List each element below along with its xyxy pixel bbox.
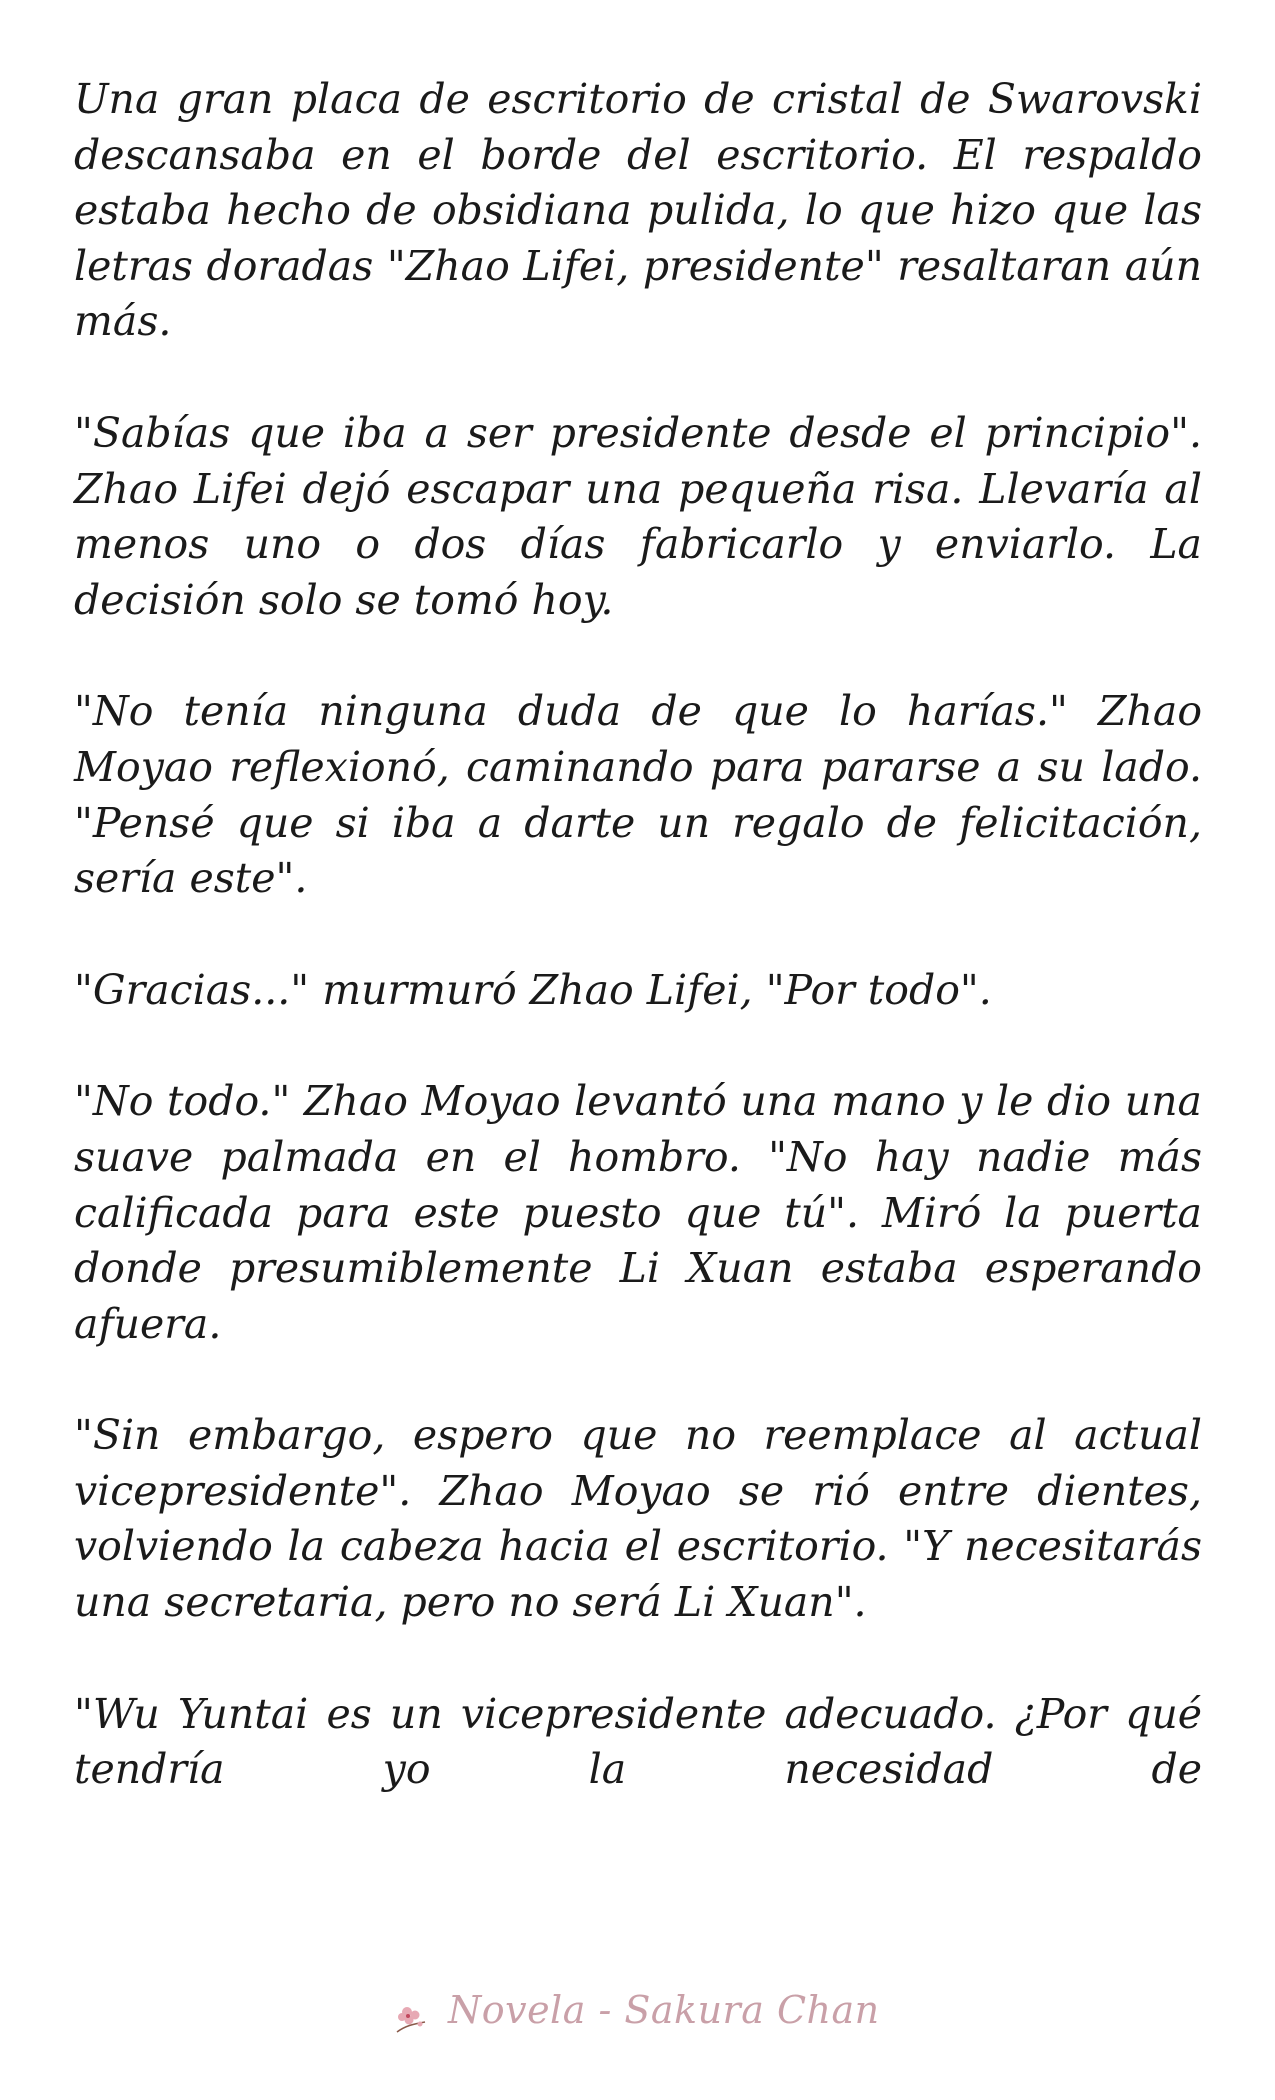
footer-text: Novela - Sakura Chan: [447, 1988, 880, 2032]
paragraph-7: "Wu Yuntai es un vicepresidente adecuado. ¿Por qué tendría yo la necesidad de: [74, 1689, 1202, 1794]
paragraph-1: Una gran placa de escritorio de cristal de Swarovski descansaba en el borde del escritorio. El respaldo estaba hecho de obsidiana pulida, lo que hizo que las letras doradas "Zhao Lifei, presidente" resaltaran aún más.: [74, 75, 1202, 346]
footer-watermark: [0, 1988, 1275, 2032]
document-body: [74, 72, 1202, 1798]
paragraph-5: "No todo." Zhao Moyao levantó una mano y le dio una suave palmada en el hombro. "No hay nadie más calificada para este puesto que tú". Miró la puerta donde presumiblemente Li Xuan estaba esperando afuera.: [74, 1077, 1202, 1348]
paragraph-4: "Gracias..." murmuró Zhao Lifei, "Por todo".: [74, 965, 992, 1014]
paragraph-2: "Sabías que iba a ser presidente desde el principio". Zhao Lifei dejó escapar una pequeña risa. Llevaría al menos uno o dos días fabricarlo y enviarlo. La decisión solo se tomó hoy.: [74, 408, 1202, 624]
paragraph-6: "Sin embargo, espero que no reemplace al actual vicepresidente". Zhao Moyao se rió entre dientes, volviendo la cabeza hacia el escritorio. "Y necesitarás una secretaria, pero no será Li Xuan".: [74, 1411, 1202, 1627]
paragraph-3: "No tenía ninguna duda de que lo harías." Zhao Moyao reflexionó, caminando para pararse a su lado. "Pensé que si iba a darte un regalo de felicitación, sería este".: [74, 687, 1202, 903]
sakura-flower-icon: [395, 1999, 429, 2029]
